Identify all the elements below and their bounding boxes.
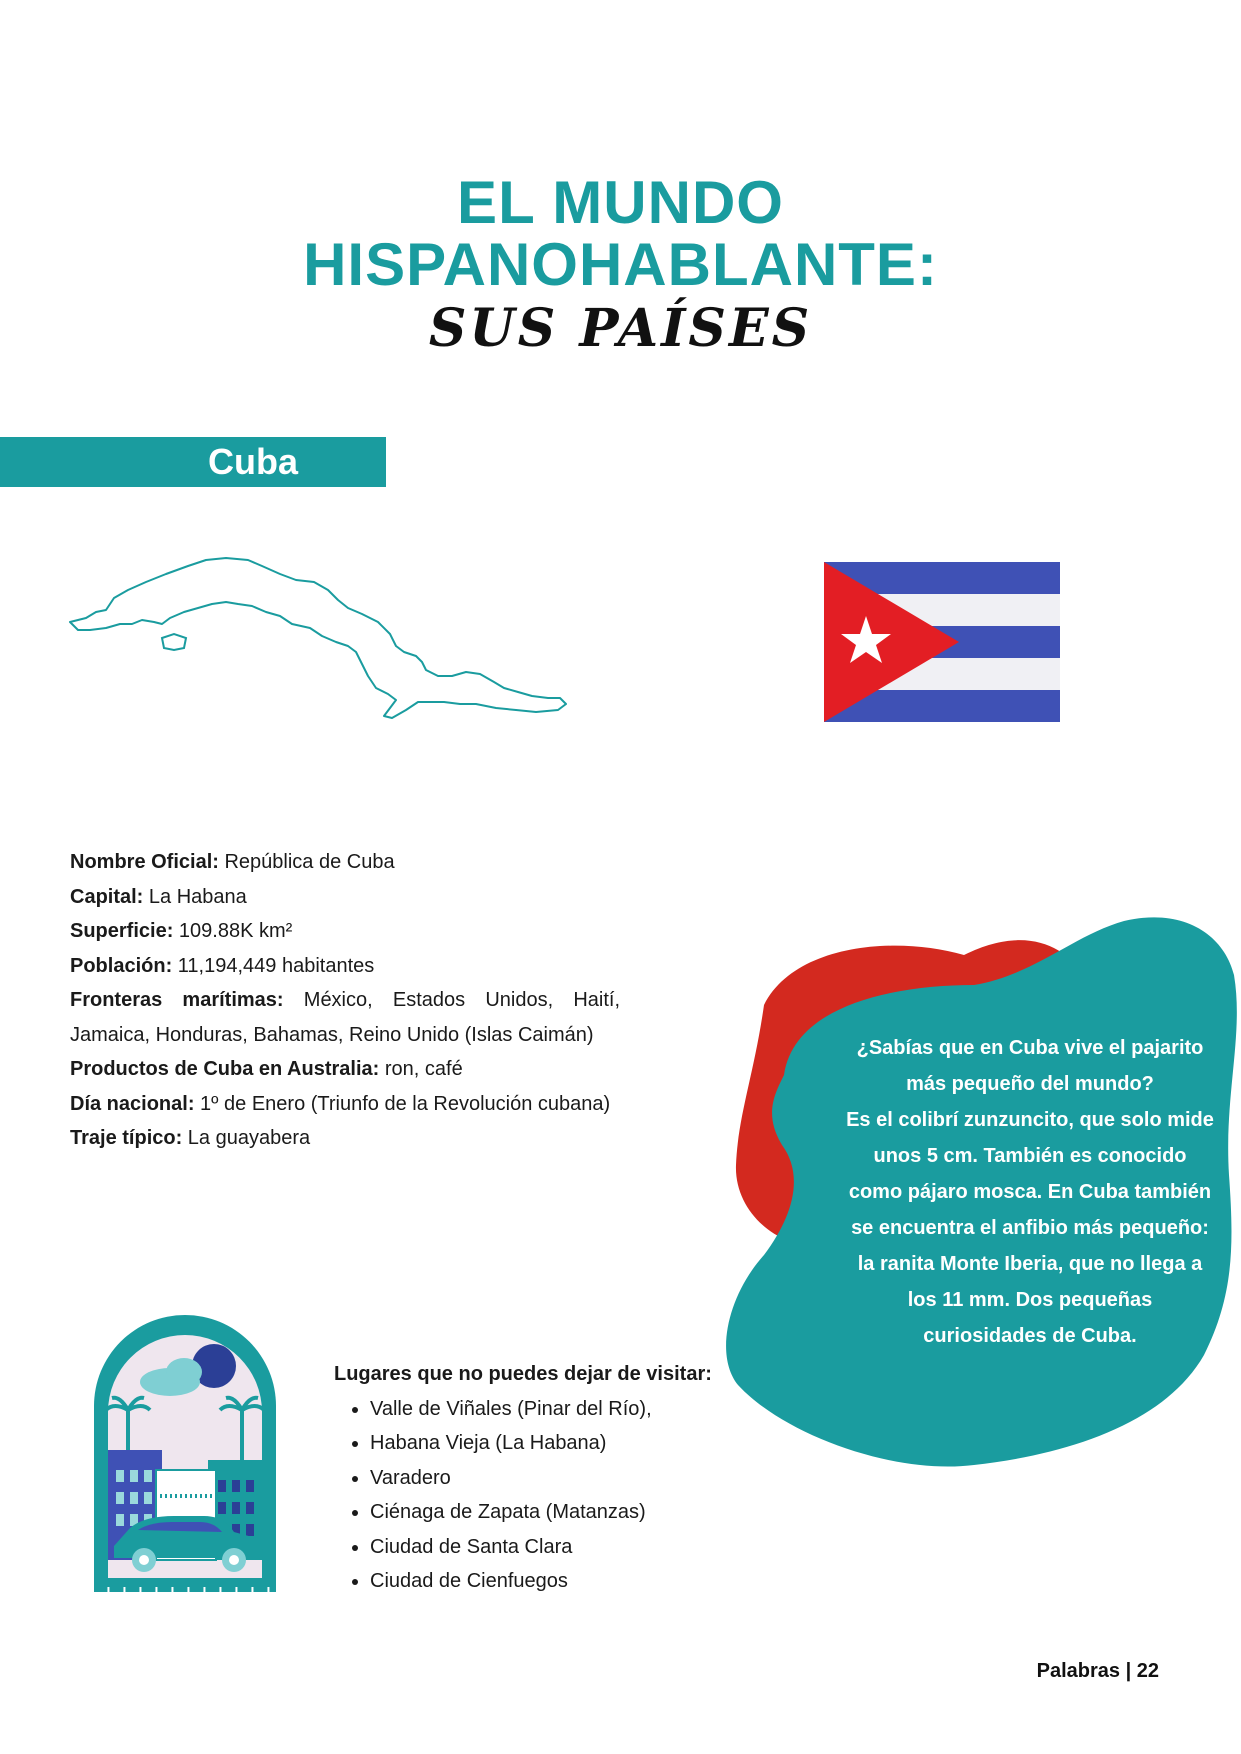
fact-products: Productos de Cuba en Australia: ron, café [70,1058,463,1080]
places-list [334,1392,734,1599]
trivia-text [845,1030,1215,1354]
list-item: • Varadero [370,1461,734,1496]
country-name: Cuba [208,441,298,482]
places-heading: Lugares que no puedes dejar de visitar: [334,1363,712,1385]
trivia-answer: Es el colibrí zunzuncito, que solo mide unos 5 cm. También es conocido como pájaro mosca. En Cuba también se encuentra el anfibio más pequeño: la ranita Monte Iberia, que no llega a los 11 mm. Dos pequeñas curiosidades de Cuba. [846,1109,1214,1347]
page-footer: Palabras | 22 [1036,1660,1159,1682]
list-item: • Ciénaga de Zapata (Matanzas) [370,1495,734,1530]
postage-stamp-icon [74,1310,296,1592]
country-facts [70,845,620,1156]
places-to-visit [334,1357,734,1599]
cuba-flag-icon [824,562,1060,722]
fact-area: Superficie: 109.88K km² [70,920,293,942]
fact-population: Población: 11,194,449 habitantes [70,954,375,977]
list-item: • Ciudad de Cienfuegos [370,1564,734,1599]
fact-typical-dress: Traje típico: La guayabera [70,1127,311,1149]
title-line-2: HISPANOHABLANTE: [303,231,938,298]
list-item: • Habana Vieja (La Habana) [370,1426,734,1461]
trivia-question: ¿Sabías que en Cuba vive el pajarito más pequeño del mundo? [856,1037,1204,1095]
list-item: • Valle de Viñales (Pinar del Río), [370,1392,734,1427]
cuba-map-icon [66,552,576,732]
fact-capital: Capital: La Habana [70,885,247,908]
list-item: • Ciudad de Santa Clara [370,1530,734,1565]
title-line-1: EL MUNDO [457,169,784,236]
page-subtitle: SUS PAÍSES [428,298,813,359]
page-title [0,169,1241,298]
fact-official-name: Nombre Oficial: República de Cuba [70,851,395,873]
fact-maritime-borders: Fronteras marítimas: México, Estados Unidos, Haití, Jamaica, Honduras, Bahamas, Reino Unido (Islas Caimán) [70,989,620,1046]
fact-national-day: Día nacional: 1º de Enero (Triunfo de la Revolución cubana) [70,1092,611,1115]
